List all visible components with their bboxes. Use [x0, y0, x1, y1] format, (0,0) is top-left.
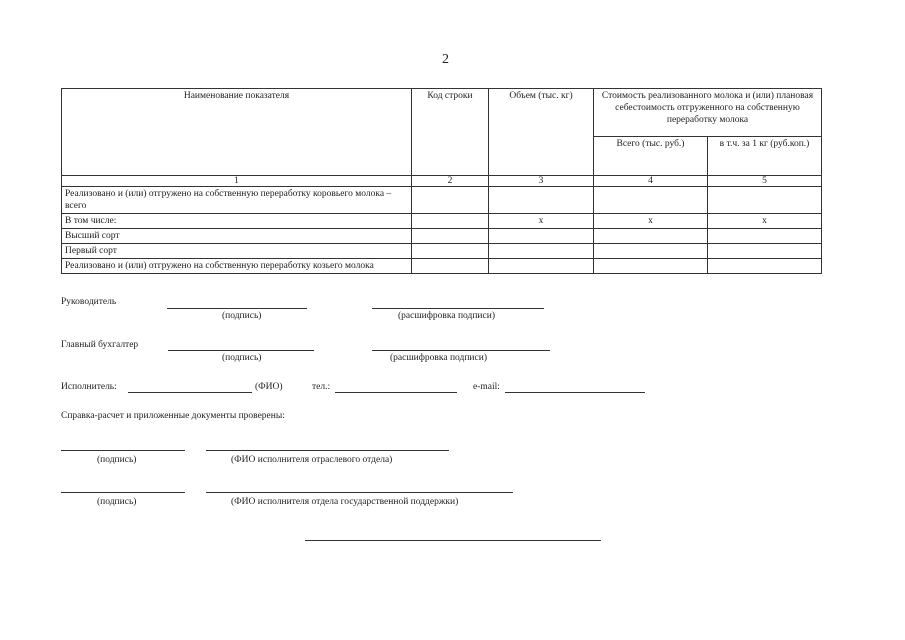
email-label: e-mail: [473, 382, 500, 392]
header-volume: Объем (тыс. кг) [489, 89, 594, 176]
row-per-kg: x [708, 214, 822, 229]
table-row [62, 214, 822, 229]
table-row [62, 244, 822, 259]
row-code[interactable] [412, 244, 489, 259]
accountant-signature-caption: (подпись) [222, 353, 262, 363]
row-code[interactable] [412, 187, 489, 214]
accountant-decoding-line[interactable] [372, 350, 550, 351]
column-number: 3 [489, 176, 594, 187]
support-signature-caption: (подпись) [97, 497, 137, 507]
branch-signature-line[interactable] [61, 450, 185, 451]
email-line[interactable] [505, 392, 645, 393]
row-per-kg[interactable] [708, 244, 822, 259]
head-signature-line[interactable] [167, 308, 307, 309]
row-name: В том числе: [62, 214, 412, 229]
accountant-label: Главный бухгалтер [61, 340, 139, 350]
head-decoding-line[interactable] [372, 308, 544, 309]
column-number: 5 [708, 176, 822, 187]
executor-label: Исполнитель: [61, 382, 117, 392]
row-name: Реализовано и (или) отгружено на собственную переработку козьего молока [62, 259, 412, 274]
row-per-kg[interactable] [708, 229, 822, 244]
head-signature-caption: (подпись) [222, 311, 262, 321]
milk-report-table [61, 88, 822, 274]
head-decoding-caption: (расшифровка подписи) [398, 311, 495, 321]
row-name: Высший сорт [62, 229, 412, 244]
head-label: Руководитель [61, 297, 117, 307]
row-code[interactable] [412, 214, 489, 229]
header-per-kg: в т.ч. за 1 кг (руб.коп.) [708, 137, 822, 176]
support-executor-line[interactable] [206, 492, 513, 493]
column-number: 4 [594, 176, 708, 187]
row-total[interactable] [594, 244, 708, 259]
support-signature-line[interactable] [61, 492, 185, 493]
row-per-kg[interactable] [708, 187, 822, 214]
row-volume: x [489, 214, 594, 229]
row-volume[interactable] [489, 259, 594, 274]
page-number: 2 [442, 52, 449, 67]
row-total: x [594, 214, 708, 229]
row-volume[interactable] [489, 229, 594, 244]
row-volume[interactable] [489, 244, 594, 259]
accountant-decoding-caption: (расшифровка подписи) [390, 353, 487, 363]
column-number: 2 [412, 176, 489, 187]
row-name: Реализовано и (или) отгружено на собственную переработку коровьего молока – всего [62, 187, 412, 214]
header-name: Наименование показателя [62, 89, 412, 176]
row-code[interactable] [412, 259, 489, 274]
row-total[interactable] [594, 187, 708, 214]
checked-text: Справка-расчет и приложенные документы проверены: [61, 411, 285, 421]
accountant-signature-line[interactable] [168, 350, 314, 351]
row-per-kg[interactable] [708, 259, 822, 274]
row-code[interactable] [412, 229, 489, 244]
row-total[interactable] [594, 229, 708, 244]
row-name: Первый сорт [62, 244, 412, 259]
row-total[interactable] [594, 259, 708, 274]
branch-signature-caption: (подпись) [97, 455, 137, 465]
table-row [62, 187, 822, 214]
bottom-separator [305, 540, 601, 541]
branch-executor-caption: (ФИО исполнителя отраслевого отдела) [231, 455, 393, 465]
header-total: Всего (тыс. руб.) [594, 137, 708, 176]
executor-fio-line[interactable] [128, 392, 252, 393]
phone-label: тел.: [312, 382, 331, 392]
support-executor-caption: (ФИО исполнителя отдела государственной поддержки) [231, 497, 459, 507]
row-volume[interactable] [489, 187, 594, 214]
phone-line[interactable] [335, 392, 457, 393]
table-row [62, 259, 822, 274]
table-row [62, 229, 822, 244]
column-number: 1 [62, 176, 412, 187]
executor-fio-caption: (ФИО) [255, 382, 283, 392]
header-code: Код строки [412, 89, 489, 176]
header-cost: Стоимость реализованного молока и (или) плановая себестоимость отгруженного на собственную переработку молока [594, 89, 822, 137]
branch-executor-line[interactable] [206, 450, 449, 451]
